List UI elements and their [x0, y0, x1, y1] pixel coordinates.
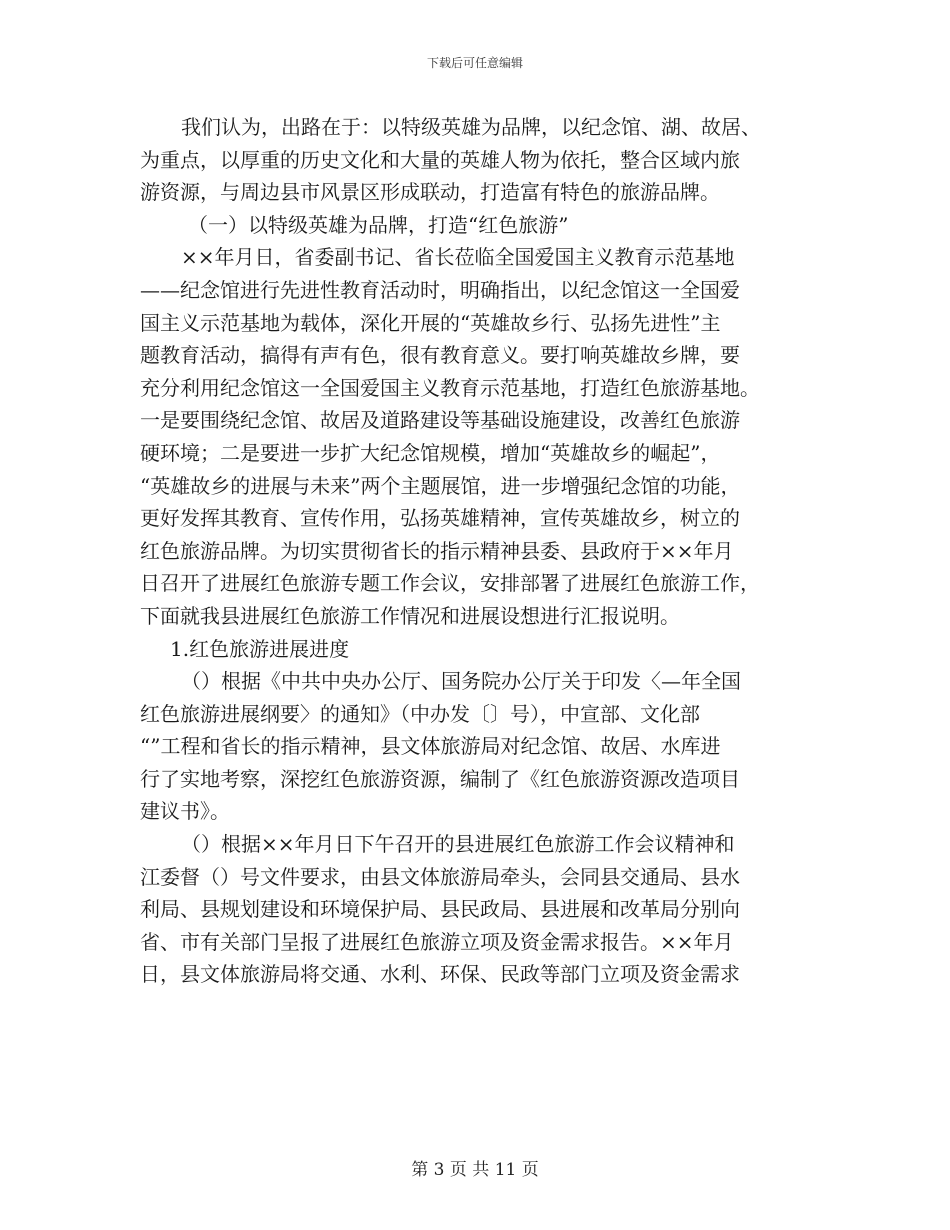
paragraph-line: 下面就我县进展红色旅游工作情况和进展设想进行汇报说明。 [140, 603, 680, 628]
subsection-heading: 1.红色旅游进展进度 [170, 636, 350, 661]
paragraph-line: ——纪念馆进行先进性教育活动时，明确指出，以纪念馆这一全国爱 [140, 277, 740, 302]
paragraph-line: 我们认为，出路在于：以特级英雄为品牌，以纪念馆、湖、故居、 [181, 115, 761, 139]
document-body [140, 111, 810, 991]
paragraph-line: 行了实地考察，深挖红色旅游资源，编制了《红色旅游资源改造项目 [140, 766, 740, 791]
paragraph-line: 省、市有关部门呈报了进展红色旅游立项及资金需求报告。××年月 [140, 929, 734, 954]
paragraph-line: 题教育活动，搞得有声有色，很有教育意义。要打响英雄故乡牌，要 [140, 343, 740, 368]
page-number: 第 3 页 共 11 页 [411, 1160, 539, 1180]
paragraph-line: 游资源，与周边县市风景区形成联动，打造富有特色的旅游品牌。 [140, 180, 720, 205]
paragraph-line: 日，县文体旅游局将交通、水利、环保、民政等部门立项及资金需求 [140, 962, 740, 987]
paragraph-line: 国主义示范基地为载体，深化开展的“英雄故乡行、弘扬先进性”主 [140, 310, 721, 335]
paragraph-line: ××年月日，省委副书记、省长莅临全国爱国主义教育示范基地 [181, 245, 735, 270]
paragraph-line: 建议书》。 [140, 799, 230, 824]
paragraph-line: 为重点，以厚重的历史文化和大量的英雄人物为依托，整合区域内旅 [140, 147, 740, 172]
paragraph-line: 利局、县规划建设和环境保护局、县民政局、县进展和改革局分别向 [140, 897, 740, 922]
paragraph-line: “英雄故乡的进展与未来”两个主题展馆，进一步增强纪念馆的功能， [140, 473, 741, 498]
paragraph-line: 江委督（）号文件要求，由县文体旅游局牵头，会同县交通局、县水 [140, 864, 740, 889]
paragraph-line: 红色旅游品牌。为切实贯彻省长的指示精神县委、县政府于××年月 [140, 538, 734, 563]
paragraph-line: （）根据××年月日下午召开的县进展红色旅游工作会议精神和 [181, 832, 735, 857]
page-header: 下载后可任意编辑 [426, 56, 523, 70]
paragraph-line: 更好发挥其教育、宣传作用，弘扬英雄精神，宣传英雄故乡，树立的 [140, 506, 740, 531]
paragraph-line: （）根据《中共中央办公厅、国务院办公厅关于印发〈—年全国 [181, 669, 741, 694]
paragraph-line: 一是要围绕纪念馆、故居及道路建设等基础设施建设，改善红色旅游 [140, 408, 740, 433]
paragraph-line: 硬环境；二是要进一步扩大纪念馆规模，增加“英雄故乡的崛起”， [140, 440, 721, 465]
paragraph-line: 日召开了进展红色旅游专题工作会议，安排部署了进展红色旅游工作， [140, 571, 760, 596]
section-heading: （一）以特级英雄为品牌，打造“红色旅游” [188, 212, 569, 237]
paragraph-line: “”工程和省长的指示精神，县文体旅游局对纪念馆、故居、水库进 [140, 734, 721, 759]
paragraph-line: 充分利用纪念馆这一全国爱国主义教育示范基地，打造红色旅游基地。 [140, 375, 760, 400]
paragraph-line: 红色旅游进展纲要〉的通知》（中办发〔〕号），中宣部、文化部 [140, 701, 700, 726]
